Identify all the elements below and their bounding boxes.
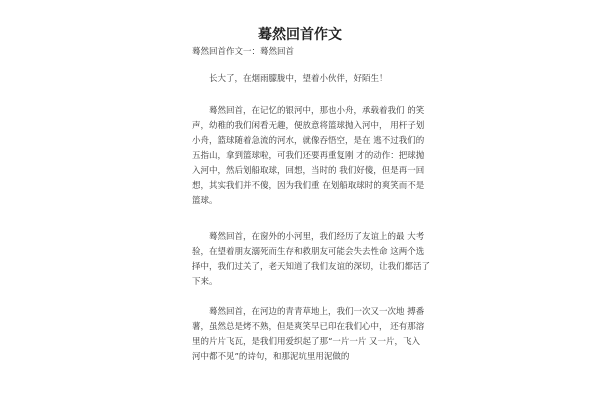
paragraph-line: 验，在望着朋友溺死而生存和救朋友可能会失去性命 这两个选 xyxy=(192,247,425,257)
paragraph-line: 河中都不见”的诗句，和那泥坑里用泥做的 xyxy=(192,352,350,362)
paragraph-line: 蓦然回首，在窗外的小河里，我们经历了友谊上的最 大考 xyxy=(192,232,425,242)
paragraph-line: 里的片片飞瓦，是我们用爱织起了那“一片一片 又一片，飞入 xyxy=(192,337,421,347)
paragraph-line: 长大了，在烟雨朦胧中，望着小伙伴，好陌生！ xyxy=(192,74,388,84)
paragraph-line: 蓦然回首，在河边的青青草地上，我们一次又一次地 搏番 xyxy=(192,307,425,317)
paragraph-line: 五指山，拿到篮球啦，可我们还要再重复刚 才的动作：把球抛 xyxy=(192,151,425,161)
paragraph-line: 入河中，然后划船取球，回想，当时的 我们好傻，但是再一回 xyxy=(192,166,425,176)
paragraph-line: 声，幼稚的我们闲看无趣，便放意将篮球抛入河中， 用杆子划 xyxy=(192,121,425,131)
paragraph-3 xyxy=(192,230,431,290)
paragraph-line: 蓦然回首，在记忆的银河中，那也小舟，承载着我们 的笑 xyxy=(192,106,425,116)
paragraph-1 xyxy=(192,72,388,87)
paragraph-line: 小舟，篮球随着急流的河水，就像吞悟空，是在 逃不过我们的 xyxy=(192,136,425,146)
document-subtitle: 蓦然回首作文一：蓦然回首 xyxy=(192,47,295,57)
document-title: 蓦然回首作文 xyxy=(258,27,342,43)
paragraph-line: 下来。 xyxy=(192,277,218,287)
paragraph-line: 薯，虽然总是烤不熟，但是爽笑早已印在我们心中， 还有那溶 xyxy=(192,322,425,332)
paragraph-2 xyxy=(192,104,425,209)
paragraph-line: 篮球。 xyxy=(192,196,218,206)
paragraph-line: 择中，我们过关了，老天知道了我们友谊的深切，让我们都活了 xyxy=(192,262,431,272)
paragraph-line: 想，其实我们并不傻，因为我们重 在划船取球时的爽笑而不是 xyxy=(192,181,425,191)
paragraph-4 xyxy=(192,305,425,365)
